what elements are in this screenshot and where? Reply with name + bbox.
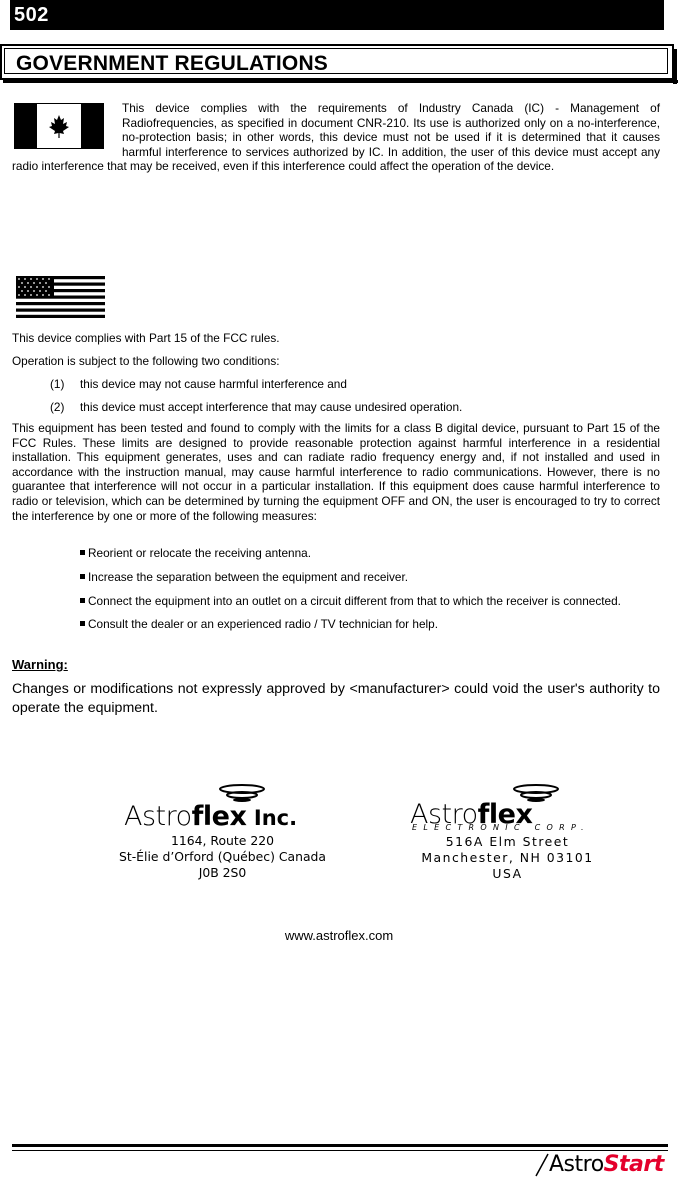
warning-title: Warning:: [12, 657, 68, 672]
address-line: St-Élie d’Orford (Québec) Canada: [118, 849, 327, 864]
us-flag-icon: [16, 276, 105, 318]
fcc-conditions-intro: Operation is subject to the following two conditions:: [12, 354, 280, 368]
logo-astro-text: Astro: [124, 801, 192, 832]
section-title: GOVERNMENT REGULATIONS: [16, 52, 329, 75]
astrostart-logo: [534, 1150, 670, 1178]
logo-tagline: ELECTRONIC CORP.: [412, 823, 590, 832]
measure-text: Consult the dealer or an experienced radio / TV technician for help.: [88, 617, 438, 631]
canada-flag-icon: [14, 103, 104, 149]
logo-start-text: Start: [603, 1152, 664, 1177]
warning-text: Changes or modifications not expressly approved by <manufacturer> could void the user's authority to operate the equipment.: [12, 681, 660, 716]
canada-compliance-text: This device complies with the requirements of Industry Canada (IC) - Management of Radiofrequencies, as specified in document CNR-210. Its use is authorized only on a no-interference, no-protection basis; in other words, this device must not be used if it is determined that it causes harmful interference to services authorized by IC. In addition, the user of this device must accept any radio interference that may be received, even if this interference could affect the operation of the device.: [12, 101, 660, 174]
address-line: USA: [492, 866, 523, 881]
measure-text: Increase the separation between the equipment and receiver.: [88, 570, 409, 584]
fcc-paragraph: This equipment has been tested and found to comply with the limits for a class B digital device, pursuant to Part 15 of the FCC Rules. These limits are designed to provide reasonable protection against harmful interference in a residential installation. This equipment generates, uses and can radiate radio frequency energy and, if not installed and used in accordance with the instruction manual, may cause harmful interference to radio communications. However, there is no guarantee that interference will not occur in a particular installation. If this equipment does cause harmful interference to radio or television, which can be determined by turning the equipment OFF and ON, the user is encouraged to try to correct the interference by one or more of the following measures:: [12, 421, 660, 523]
address-line: J0B 2S0: [198, 865, 247, 880]
astroflex-inc-logo: [124, 782, 324, 832]
address-usa: [395, 834, 620, 882]
condition-number: (2): [50, 400, 65, 414]
address-canada: [60, 833, 385, 881]
measure-item: [80, 594, 621, 608]
title-shadow: [3, 80, 678, 83]
bullet-icon: [80, 574, 85, 579]
measure-text: Connect the equipment into an outlet on a circuit different from that to which the receiver is connected.: [88, 594, 621, 608]
measure-text: Reorient or relocate the receiving antenna.: [88, 546, 311, 560]
website-link[interactable]: www.astroflex.com: [284, 928, 394, 943]
measure-item: [80, 617, 438, 631]
fcc-condition-2: [50, 400, 462, 414]
address-line: Manchester, NH 03101: [421, 850, 594, 865]
bullet-icon: [80, 598, 85, 603]
logo-inc-text: Inc.: [253, 806, 298, 830]
fcc-condition-1: [50, 377, 347, 391]
page-number-bar: [10, 0, 664, 30]
bullet-icon: [80, 621, 85, 626]
address-line: 1164, Route 220: [171, 833, 274, 848]
canada-section: [12, 101, 660, 174]
condition-number: (1): [50, 377, 65, 391]
condition-text: this device must accept interference that may cause undesired operation.: [80, 400, 463, 414]
logo-flex-text: flex: [477, 799, 533, 830]
logo-astro-text: Astro: [549, 1152, 604, 1177]
footer-rule: [12, 1144, 668, 1147]
condition-text: this device may not cause harmful interference and: [80, 377, 347, 391]
logo-flex-text: flex: [191, 801, 247, 832]
astroflex-corp-logo: [410, 782, 590, 834]
address-line: 516A Elm Street: [445, 834, 570, 849]
bullet-icon: [80, 550, 85, 555]
measure-item: [80, 570, 408, 584]
measure-item: [80, 546, 311, 560]
fcc-statement: This device complies with Part 15 of the FCC rules.: [12, 331, 280, 345]
section-title-box: [0, 44, 674, 80]
logo-astro-text: Astro: [410, 799, 478, 830]
page-number: 502: [14, 4, 49, 26]
